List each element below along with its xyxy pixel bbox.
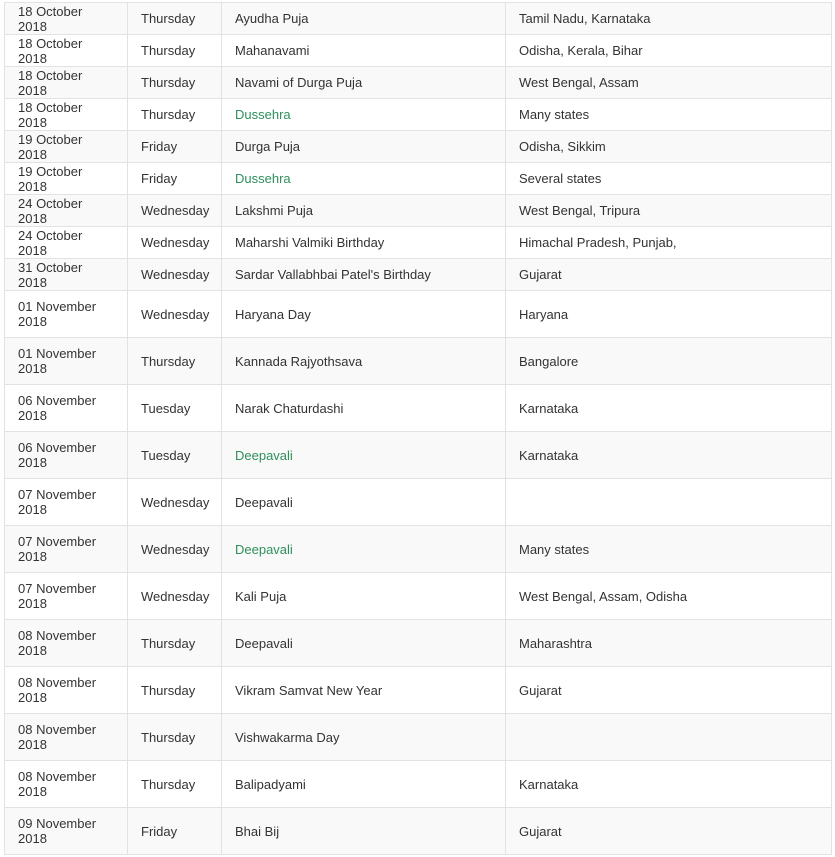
holiday-link[interactable]: Dussehra — [235, 107, 291, 122]
table-row — [5, 99, 832, 131]
table-row — [5, 714, 832, 761]
region-cell: Haryana — [506, 291, 832, 338]
date-cell: 19 October 2018 — [5, 131, 128, 163]
region-cell — [506, 714, 832, 761]
table-row — [5, 291, 832, 338]
day-cell: Wednesday — [128, 291, 222, 338]
table-row — [5, 808, 832, 855]
region-cell: Odisha, Sikkim — [506, 131, 832, 163]
date-cell: 01 November 2018 — [5, 291, 128, 338]
day-cell: Wednesday — [128, 526, 222, 573]
holiday-name-cell: Deepavali — [222, 479, 506, 526]
table-row — [5, 163, 832, 195]
table-row — [5, 227, 832, 259]
day-cell: Wednesday — [128, 479, 222, 526]
date-cell: 07 November 2018 — [5, 573, 128, 620]
date-cell: 19 October 2018 — [5, 163, 128, 195]
holiday-name-cell: Navami of Durga Puja — [222, 67, 506, 99]
day-cell: Wednesday — [128, 195, 222, 227]
date-cell: 18 October 2018 — [5, 3, 128, 35]
table-row — [5, 35, 832, 67]
table-row — [5, 338, 832, 385]
day-cell: Wednesday — [128, 259, 222, 291]
day-cell: Thursday — [128, 99, 222, 131]
region-cell: Karnataka — [506, 385, 832, 432]
holiday-link[interactable]: Deepavali — [235, 447, 293, 463]
day-cell: Thursday — [128, 3, 222, 35]
day-cell: Thursday — [128, 338, 222, 385]
table-row — [5, 195, 832, 227]
date-cell: 24 October 2018 — [5, 227, 128, 259]
region-cell: West Bengal, Assam — [506, 67, 832, 99]
day-cell: Thursday — [128, 714, 222, 761]
day-cell: Friday — [128, 131, 222, 163]
region-cell: Himachal Pradesh, Punjab, — [506, 227, 832, 259]
region-cell: West Bengal, Assam, Odisha — [506, 573, 832, 620]
region-cell: West Bengal, Tripura — [506, 195, 832, 227]
table-row — [5, 667, 832, 714]
holiday-name-cell — [222, 526, 506, 573]
date-cell: 18 October 2018 — [5, 99, 128, 131]
table-row — [5, 131, 832, 163]
holiday-name-cell: Balipadyami — [222, 761, 506, 808]
table-row — [5, 3, 832, 35]
holiday-link[interactable]: Deepavali — [235, 541, 293, 557]
table-row — [5, 620, 832, 667]
table-row — [5, 479, 832, 526]
region-cell: Maharashtra — [506, 620, 832, 667]
date-cell: 18 October 2018 — [5, 67, 128, 99]
holiday-link[interactable]: Dussehra — [235, 171, 291, 186]
table-row — [5, 573, 832, 620]
day-cell: Thursday — [128, 761, 222, 808]
holiday-name-cell: Sardar Vallabhbai Patel's Birthday — [222, 259, 506, 291]
holiday-name-cell: Narak Chaturdashi — [222, 385, 506, 432]
date-cell: 07 November 2018 — [5, 526, 128, 573]
holiday-name-cell: Ayudha Puja — [222, 3, 506, 35]
holiday-name-cell: Deepavali — [222, 620, 506, 667]
holiday-name-cell: Haryana Day — [222, 291, 506, 338]
table-row — [5, 526, 832, 573]
date-cell: 09 November 2018 — [5, 808, 128, 855]
region-cell: Gujarat — [506, 808, 832, 855]
day-cell: Thursday — [128, 667, 222, 714]
region-cell: Gujarat — [506, 667, 832, 714]
date-cell: 07 November 2018 — [5, 479, 128, 526]
table-row — [5, 432, 832, 479]
date-cell: 08 November 2018 — [5, 714, 128, 761]
region-cell: Many states — [506, 99, 832, 131]
holiday-table — [4, 2, 832, 855]
date-cell: 31 October 2018 — [5, 259, 128, 291]
date-cell: 06 November 2018 — [5, 385, 128, 432]
holiday-name-cell: Maharshi Valmiki Birthday — [222, 227, 506, 259]
region-cell: Many states — [506, 526, 832, 573]
region-cell: Gujarat — [506, 259, 832, 291]
date-cell: 08 November 2018 — [5, 667, 128, 714]
date-cell: 08 November 2018 — [5, 620, 128, 667]
day-cell: Wednesday — [128, 573, 222, 620]
holiday-name-cell — [222, 432, 506, 479]
holiday-name-cell: Kali Puja — [222, 573, 506, 620]
holiday-name-cell: Vikram Samvat New Year — [222, 667, 506, 714]
region-cell: Bangalore — [506, 338, 832, 385]
date-cell: 06 November 2018 — [5, 432, 128, 479]
date-cell: 08 November 2018 — [5, 761, 128, 808]
day-cell: Friday — [128, 808, 222, 855]
day-cell: Thursday — [128, 35, 222, 67]
holiday-name-cell: Durga Puja — [222, 131, 506, 163]
region-cell: Several states — [506, 163, 832, 195]
day-cell: Tuesday — [128, 385, 222, 432]
region-cell: Karnataka — [506, 432, 832, 479]
holiday-name-cell: Bhai Bij — [222, 808, 506, 855]
table-row — [5, 259, 832, 291]
holiday-table-body — [5, 3, 832, 855]
table-row — [5, 385, 832, 432]
table-row — [5, 761, 832, 808]
holiday-name-cell: Kannada Rajyothsava — [222, 338, 506, 385]
day-cell: Thursday — [128, 620, 222, 667]
holiday-name-cell: Vishwakarma Day — [222, 714, 506, 761]
date-cell: 24 October 2018 — [5, 195, 128, 227]
holiday-name-cell: Mahanavami — [222, 35, 506, 67]
day-cell: Tuesday — [128, 432, 222, 479]
day-cell: Wednesday — [128, 227, 222, 259]
holiday-name-cell — [222, 99, 506, 131]
holiday-name-cell — [222, 163, 506, 195]
day-cell: Thursday — [128, 67, 222, 99]
holiday-name-cell: Lakshmi Puja — [222, 195, 506, 227]
date-cell: 18 October 2018 — [5, 35, 128, 67]
region-cell — [506, 479, 832, 526]
table-row — [5, 67, 832, 99]
region-cell: Tamil Nadu, Karnataka — [506, 3, 832, 35]
region-cell: Odisha, Kerala, Bihar — [506, 35, 832, 67]
region-cell: Karnataka — [506, 761, 832, 808]
day-cell: Friday — [128, 163, 222, 195]
date-cell: 01 November 2018 — [5, 338, 128, 385]
